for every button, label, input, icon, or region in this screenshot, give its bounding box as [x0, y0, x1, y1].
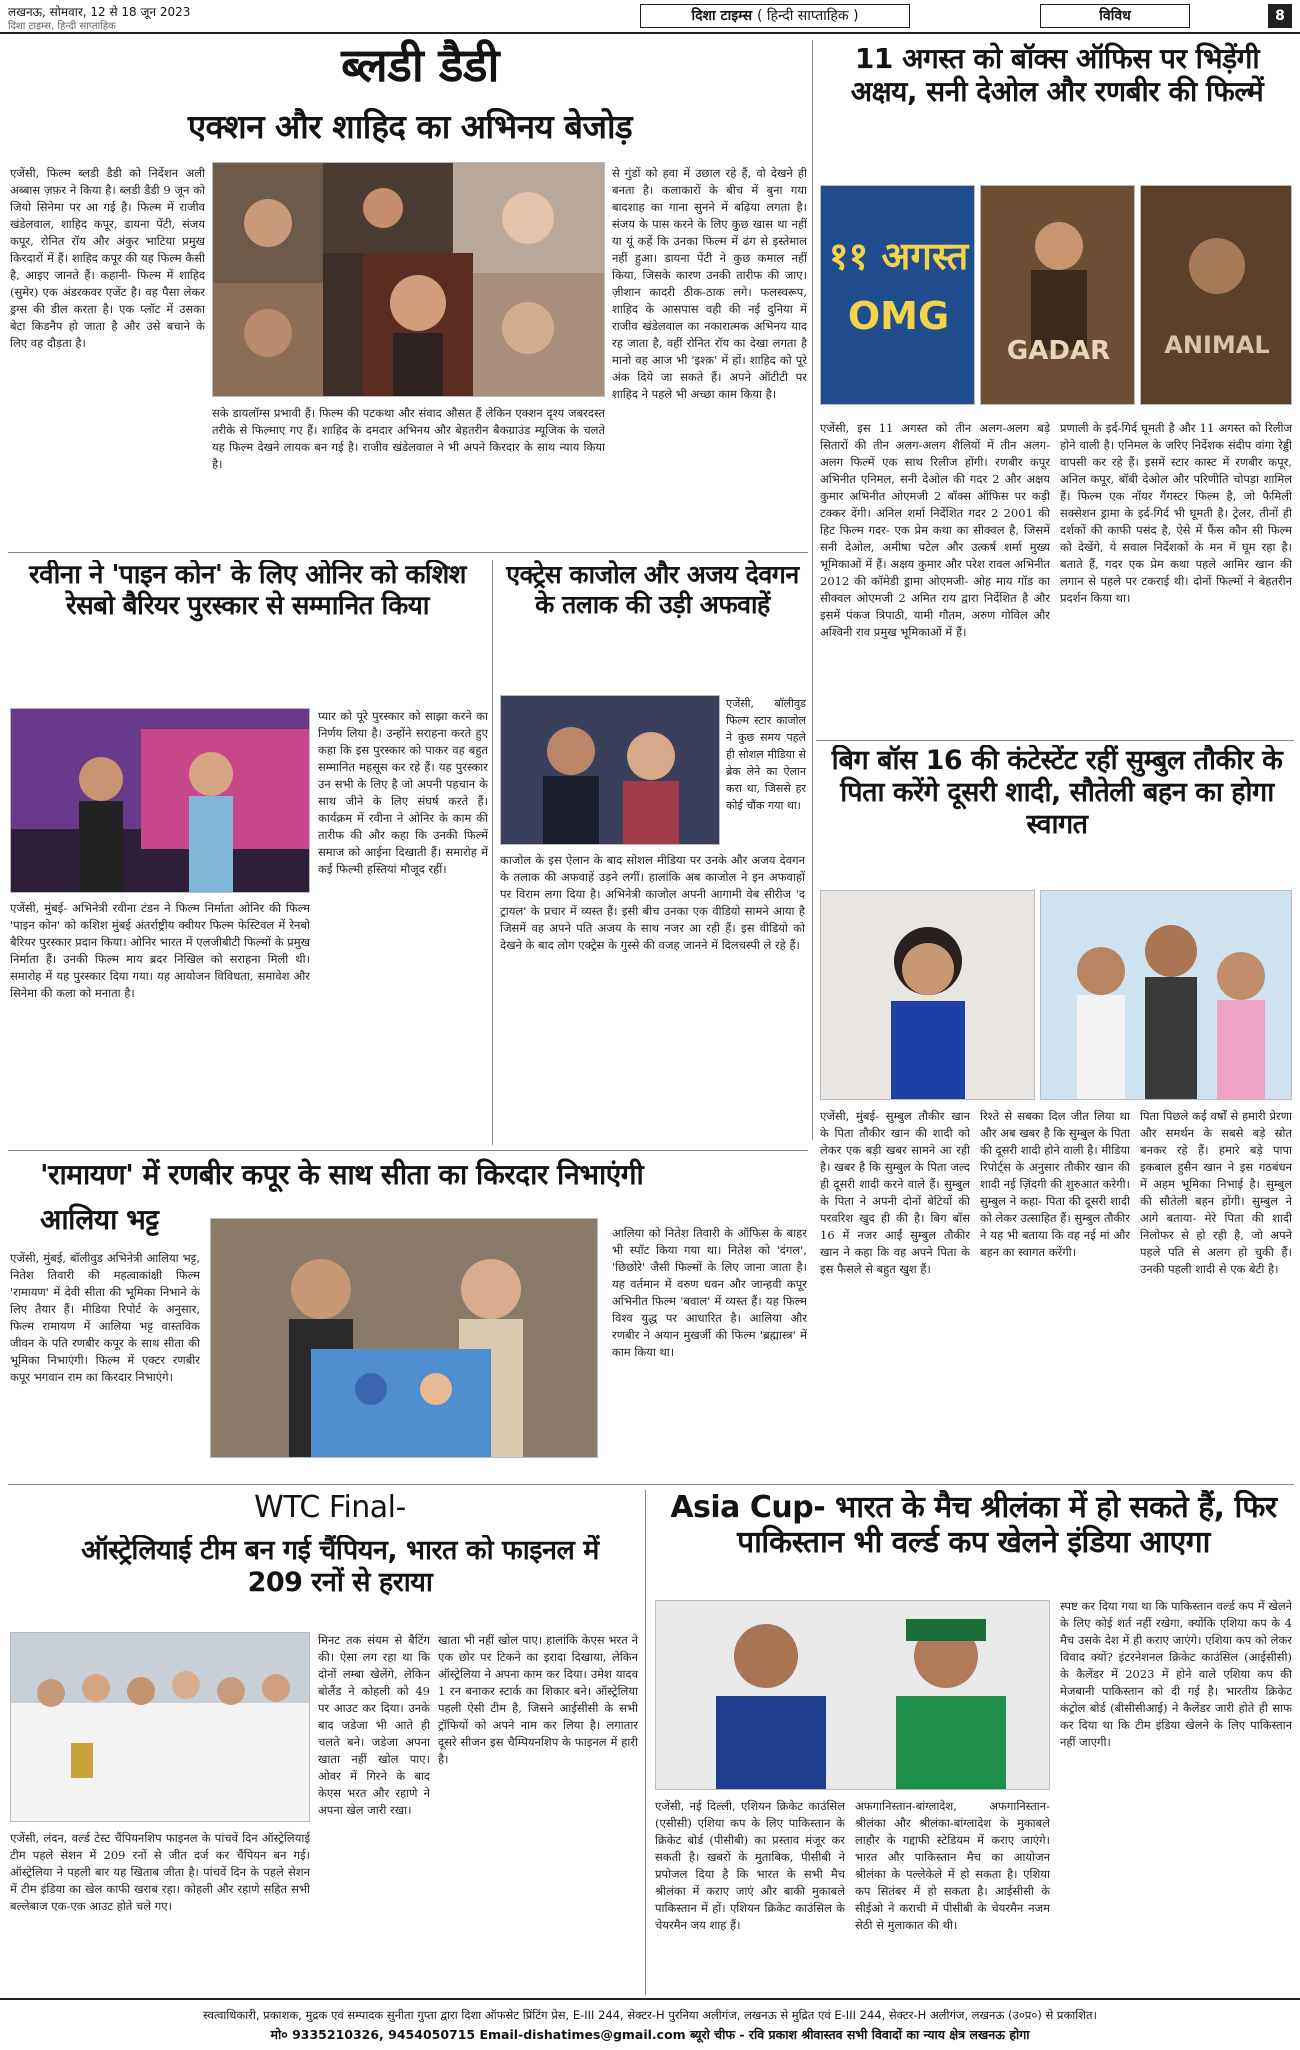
asia-cup-col2: अफगानिस्तान-बांग्लादेश, अफगानिस्तान-श्रीलंका और श्रीलंका-बांग्लादेश के मुकाबले लाहौर के गद्दाफी स्टेडियम में कराए जाएंगे। भारत और पाकिस्तान मैच का आयोजन श्रीलंका के पल्लेकेले में हो सकता है। एशिया कप सितंबर में हो सकता है। आईसीसी के सीईओ ने कराची में पीसीबी के चेयरमैन नजम सेठी से मुलाकात की थी। [855, 1799, 1050, 1932]
raveena-col2: प्यार को पूरे पुरस्कार को साझा करने का निर्णय लिया है। उन्होंने सराहना करते हुए कहा कि इस पुरस्कार को पाकर वह बहुत सम्मानित महसूस कर रहे हैं। यह पुरस्कार उन सभी के लिए है जो अपनी पहचान के साथ जीने के लिए संघर्ष करते हैं। कार्यक्रम में रवीना ने ओनिर के काम की तारीफ की और कहा कि उनकी फिल्में समाज को आईना दिखाती हैं। समारोह में कई फिल्मी हस्तियां मौजूद रहीं। [318, 709, 488, 876]
wtc-title: ऑस्ट्रेलियाई टीम बन गई चैंपियन, भारत को फाइनल में 209 रनों से हराया [81, 1535, 599, 1598]
paper-name: दिशा टाइम्स [691, 8, 753, 24]
bloody-daddy-collage [212, 162, 605, 397]
bloody-daddy-collage-art [213, 163, 605, 397]
page-number: 8 [1268, 4, 1292, 28]
poster-gadar-text: GADAR [1006, 336, 1111, 366]
raveena-photo-art [11, 709, 310, 893]
bloody-daddy-subtitle: एक्शन और शाहिद का अभिनय बेजोड़ [187, 108, 633, 146]
masthead-subline: दिशा टाइम्स, हिन्दी साप्ताहिक [8, 21, 116, 32]
wtc-photo [10, 1632, 310, 1822]
sumbul-photo-2-art [1041, 891, 1292, 1100]
kajol-title: एक्ट्रेस काजोल और अजय देवगन के तलाक की उड़ी अफवाहें [506, 560, 799, 619]
paper-type: ( हिन्दी साप्ताहिक ) [756, 8, 859, 24]
sumbul-photo-1 [820, 890, 1035, 1100]
section-label: विविध [1040, 4, 1190, 28]
ramayan-photo-art [211, 1219, 598, 1458]
kajol-photo [500, 695, 720, 845]
kajol-photo-art [501, 696, 720, 845]
sumbul-col1: एजेंसी, मुंबई- सुम्बुल तौकीर खान के पिता तौकीर खान की शादी को लेकर एक बड़ी खबर सामने आ रही है। खबर है कि सुम्बुल के पिता जल्द ही दूसरी शादी करने वाले हैं। सुम्बुल के पिता ने अपनी दोनों बेटियों की परवरिश खुद ही की है। बिग बॉस 16 में नजर आईं सुम्बुल तौकीर खान ने कहा कि वह अपने पिता के इस फैसले से बहुत खुश हैं। [820, 1109, 970, 1276]
ramayan-title-line1: 'रामायण' में रणबीर कपूर के साथ सीता का किरदार निभाएंगी [40, 1158, 644, 1191]
bloody-daddy-col3: से गुंडों को हवा में उछाल रहे हैं, वो देखने ही बनता है। कलाकारों के बीच में बुना गया बादशाह का गाना सुनने में बढ़िया लगता है। संजय के पास करने के लिए कुछ खास था नहीं या यूं कहें कि उनका फिल्म में ढंग से इस्तेमाल नहीं हुआ। डायना पेंटी ने कुछ कमाल नहीं किया, जिसके कारण उनकी तारीफ की जाए। ज़ीशान कादरी ठीक-ठाक लगे। फलस्वरूप, शाहिद के आसपास वही की नई दुनिया में राजीव खंडेलवाल का नकारात्मक अभिनय याद रह जाता है, वहीं रोनित रॉय का देखा लगता है मानो वह आज भी 'इश्क़' में हों। शाहिद को पूरे अंक दिये जा सकते हैं। अपने ऑटीटी पर शाहिद ने पहले भी अच्छा काम किया है। [612, 166, 807, 401]
box-office-title: 11 अगस्त को बॉक्स ऑफिस पर भिड़ेंगी अक्षय, सनी देओल और रणबीर की फिल्में [850, 42, 1264, 109]
bloody-daddy-col2: सके डायलॉग्स प्रभावी हैं। फिल्म की पटकथा और संवाद औसत हैं लेकिन एक्शन दृश्य जबरदस्त तरीके से फिल्माए गए हैं। शाहिद के दमदार अभिनय और बेहतरीन बैकग्राउंड म्यूजिक के चलते यह फिल्म देखने लायक बन गई है। राजीव खंडेलवाल ने भी अपने किरदार के साथ न्याय किया है। [212, 406, 605, 471]
masthead-paper-box [640, 4, 910, 28]
sumbul-col3: पिता पिछले कई वर्षों से हमारी प्रेरणा और समर्थन के सबसे बड़े स्रोत बनकर रहे हैं। हमारे बड़े पापा इकबाल हुसैन खान ने इस गठबंधन में अहम भूमिका निभाई है। सुम्बुल की सौतेली बहन होंगी। सुम्बुल ने आगे बताया- मेरे पिता की शादी निलोफर से हो रही है, जो अपने पहले पति से अलग हो चुकी हैं। उनकी पहली शादी से एक बेटी है। [1140, 1109, 1292, 1276]
poster-omg-text: ११ अगस्त OMG [828, 234, 969, 338]
wtc-col1: एजेंसी, लंदन, वर्ल्ड टेस्ट चैंपियनशिप फाइनल के पांचवें दिन ऑस्ट्रेलियाई टीम पहले सेशन में 209 रनों से जीत दर्ज कर चैंपियन बन गई। ऑस्ट्रेलिया ने पहली बार यह खिताब जीता है। पांचवें दिन के पहले सेशन में टीम इंडिया का खेल काफी खराब रहा। कोहली और रहाणे सहित सभी बल्लेबाज एक-एक आउट होते चले गए। [10, 1831, 310, 1913]
poster-animal-text: ANIMAL [1164, 331, 1270, 359]
wtc-col2: मिनट तक संयम से बैटिंग की। ऐसा लग रहा था कि दोनों लम्बा खेलेंगे, लेकिन बोलैंड ने कोहली को 49 पर आउट कर दिया। उनके बाद जडेजा भी आते ही चलते बने। जडेजा अपना खाता नहीं खोल पाए। ओवर में गिरने के बाद केएस भरत और रहाणे ने अपना खेल जारी रखा। [318, 1633, 430, 1817]
asia-cup-col3: स्पष्ट कर दिया गया था कि पाकिस्तान वर्ल्ड कप में खेलने के लिए कोई शर्त नहीं रखेगा, क्योंकि एशिया कप के 4 मैच उसके देश में ही कराए जाएंगे। एशिया कप को लेकर विवाद क्यों? इंटरनेशनल क्रिकेट काउंसिल (आईसीसी) के कैलेंडर में 2023 में होने वाले एशिया कप की मेजबानी पाकिस्तान को दी गई है। भारतीय क्रिकेट कंट्रोल बोर्ड (बीसीसीआई) ने कैलेंडर जारी होते ही साफ कर दिया था कि टीम इंडिया खेलने के लिए पाकिस्तान नहीं जाएगी। [1060, 1599, 1292, 1749]
footer [0, 1998, 1300, 2050]
poster-gadar-art [981, 186, 1135, 405]
bloody-daddy-col1: एजेंसी, फिल्म ब्लडी डैडी को निर्देशन अली अब्बास ज़फ़र ने किया है। ब्लडी डैडी 9 जून को जियो सिनेमा पर आ गई है। फिल्म में राजीव खंडेलवाल, शाहिद कपूर, डायना पेंटी, संजय कपूर, रोनित रॉय और अंकुर भाटिया प्रमुख किरदारों में हैं। शाहिद कपूर की यह फिल्म कैसी है, आइए जानते हैं। कहानी- फिल्म में शाहिद (सुमेर) एक अंडरकवर एजेंट है। वह पैसा लेकर ड्रग्स की डील करता है। एक प्लॉट में उसका बेटा किडनैप हो जाता है और उसे बचाने के लिए वह दौड़ता है। [10, 166, 205, 350]
ramayan-col2: आलिया को नितेश तिवारी के ऑफिस के बाहर भी स्पॉट किया गया था। नितेश को 'दंगल', 'छिछोरे' जैसी फिल्मों के लिए जाना जाता है। यह वर्तमान में वरुण धवन और जान्हवी कपूर अभिनीत फिल्म 'बवाल' में व्यस्त हैं। यह फिल्म विश्व युद्ध पर आधारित है। आलिया और रणबीर ने अयान मुखर्जी की फिल्म 'ब्रह्मास्त्र' में काम किया था। [612, 1226, 807, 1359]
asia-cup-photo [655, 1600, 1050, 1790]
row-divider [8, 1150, 808, 1151]
footer-line2: मो० 9335210326, 9454050715 Email-dishatimes@gmail.com ब्यूरो चीफ - रवि प्रकाश श्रीवास्तव सभी विवादों का न्याय क्षेत्र लखनऊ होगा [270, 2027, 1030, 2042]
footer-line1: स्वत्वाधिकारी, प्रकाशक, मुद्रक एवं सम्पादक सुनीता गुप्ता द्वारा दिशा ऑफसेट प्रिंटिंग प्रेस, E-III 244, सेक्टर-H पुरनिया अलीगंज, लखनऊ से मुद्रित एवं E-III 244, सेक्टर-H अलीगंज, लखनऊ (उ०प्र०) से प्रकाशित। [203, 2008, 1097, 2022]
poster-animal [1140, 185, 1292, 405]
row-divider [8, 1484, 1294, 1485]
ramayan-col1: एजेंसी, मुंबई, बॉलीवुड अभिनेत्री आलिया भट्ट, नितेश तिवारी की महत्वाकांक्षी फिल्म 'रामायण' में देवी सीता की भूमिका निभाने के लिए तैयार हैं। मीडिया रिपोर्ट के अनुसार, फिल्म रामायण में आलिया भट्ट वास्तविक जीवन के पति रणबीर कपूर के साथ सीता की भूमिका निभाएंगी। फिल्म में एक्टर रणबीर कपूर भगवान राम का किरदार निभाएंगे। [10, 1251, 200, 1384]
raveena-col1: एजेंसी, मुंबई- अभिनेत्री रवीना टंडन ने फिल्म निर्माता ओनिर की फिल्म 'पाइन कोन' को कशिश मुंबई अंतर्राष्ट्रीय क्वीयर फिल्म फेस्टिवल में रेनबो बैरियर पुरस्कार प्रदान किया। ओनिर भारत में एलजीबीटी फिल्मों के प्रमुख निर्माता हैं। उनकी फिल्म माय ब्रदर निखिल को सराहना मिली थी। समारोह में यह पुरस्कार दिया गया। यह आयोजन विविधता, समावेश और सिनेमा की कला को मनाता है। [10, 901, 310, 1000]
row-divider [8, 552, 808, 553]
kajol-col2: काजोल के इस ऐलान के बाद सोशल मीडिया पर उनके और अजय देवगन के तलाक की अफवाहें उड़ने लगीं। हालांकि अब काजोल ने इन अफवाहों पर विराम लगा दिया है। अभिनेत्री काजोल अपनी आगामी वेब सीरीज 'द ट्रायल' के प्रचार में व्यस्त हैं। इसी बीच उनका एक वीडियो सामने आया है जिसमें वह अपने पति अजय के साथ नजर आ रही हैं। इस वीडियो को देखने के बाद लोग एक्ट्रेस के गुस्से की वजह जानने में दिलचस्पी ले रहे हैं। [500, 853, 805, 952]
asia-cup-photo-art [656, 1601, 1050, 1790]
masthead-bar [0, 0, 1300, 34]
raveena-photo [10, 708, 310, 893]
col-divider [492, 560, 493, 1145]
masthead-date: लखनऊ, सोमवार, 12 से 18 जून 2023 [8, 5, 191, 19]
ramayan-title-line2: आलिया भट्ट [40, 1203, 159, 1236]
raveena-title: रवीना ने 'पाइन कोन' के लिए ओनिर को कशिश रेसबो बैरियर पुरस्कार से सम्मानित किया [29, 560, 466, 621]
box-office-col2: प्रणाली के इर्द-गिर्द घूमती है और 11 अगस्त को रिलीज होने वाली है। एनिमल के जरिए निर्देशक संदीप वांगा रेड्डी वापसी कर रहे हैं। इसमें स्टार कास्ट में रणबीर कपूर, अनिल कपूर, बॉबी देओल और परिणीति चोपड़ा शामिल हैं। फिल्म एक नॉयर गैंगस्टर फिल्म है, जो फैमिली सक्सेशन ड्रामा के इर्द-गिर्द भी घूमती है। ट्रेलर, तीनों ही दर्शकों की काफी पसंद है, ऐसे में फैंस कौन सी फिल्म को देखेंगे, ये सवाल निर्देशकों के मन में घूम रहा है। बताते हैं, गदर एक प्रेम कथा पहले आमिर खान की लगान से पहले पर टकराई थी। दोनों फिल्मों ने बेहतरीन प्रदर्शन किया था। [1060, 421, 1292, 605]
box-office-col1: एजेंसी, इस 11 अगस्त को तीन अलग-अलग बड़े सितारों की तीन अलग-अलग शैलियों में तीन अलग-अलग फिल्में एक साथ रिलीज होंगी। रणबीर कपूर अभिनीत एनिमल, सनी देओल की गदर 2 और अक्षय कुमार अभिनीत ओएमजी 2 बॉक्स ऑफिस पर कड़ी टक्कर देंगी। अनिल शर्मा निर्देशित गदर 2 2001 की हिट फिल्म गदर- एक प्रेम कथा का सीक्वल है, जिसमें सनी देओल, अमीषा पटेल और उत्कर्ष शर्मा मुख्य भूमिकाओं में हैं। अक्षय कुमार और परेश रावल अभिनीत 2012 की कॉमेडी ड्रामा ओएमजी- ओह माय गॉड का सीक्वल ओएमजी 2 अमित राय द्वारा निर्देशित है और इसमें पंकज त्रिपाठी, यामी गौतम, अरुण गोविल और अश्विनी राव प्रमुख भूमिकाओं में हैं। [820, 421, 1050, 639]
sumbul-photo-2 [1040, 890, 1292, 1100]
col-divider [645, 1490, 646, 1995]
row-divider [816, 740, 1294, 741]
wtc-photo-art [11, 1633, 310, 1822]
ramayan-photo [210, 1218, 598, 1458]
bloody-daddy-title: ब्लडी डैडी [341, 38, 499, 92]
wtc-kicker: WTC Final- [254, 1490, 406, 1525]
sumbul-title: बिग बॉस 16 की कंटेस्टेंट रहीं सुम्बुल तौकीर के पिता करेंगे दूसरी शादी, सौतेली बहन का होगा स्वागत [831, 745, 1283, 840]
asia-cup-title: Asia Cup- भारत के मैच श्रीलंका में हो सकते हैं, फिर पाकिस्तान भी वर्ल्ड कप खेलने इंडिया आएगा [670, 1490, 1277, 1561]
sumbul-photo-1-art [821, 891, 1035, 1100]
col-divider [812, 40, 813, 1140]
poster-omg [820, 185, 975, 405]
poster-animal-art [1141, 186, 1292, 405]
wtc-col3: खाता भी नहीं खोल पाए। हालांकि केएस भरत ने एक छोर पर टिकने का इरादा दिखाया, लेकिन ऑस्ट्रेलिया ने अपना काम कर दिया। उमेश यादव 1 रन बनाकर स्टार्क का शिकार बने। ऑस्ट्रेलिया पहली ऐसी टीम है, जिसने आईसीसी के सभी ट्रॉफियों को अपने नाम कर लिया है। लगातार दूसरे सीजन इस चैम्पियनशिप के फाइनल में हारी है। [438, 1633, 638, 1766]
sumbul-col2: रिश्ते से सबका दिल जीत लिया था और अब खबर है कि सुम्बुल के पिता की दूसरी शादी होने वाली है। मीडिया रिपोर्ट्स के अनुसार तौकीर खान की शादी नई ज़िंदगी की शुरुआत करेगी। सुम्बुल ने कहा- पिता की दूसरी शादी को लेकर उत्साहित हैं। सुम्बुल तौकीर ने यह भी बताया कि वह नई मां और बहन का स्वागत करेंगी। [980, 1109, 1130, 1259]
poster-gadar [980, 185, 1135, 405]
kajol-col1: एजेंसी, बॉलीवुड फिल्म स्टार काजोल ने कुछ समय पहले ही सोशल मीडिया से ब्रेक लेने का ऐलान करा था, जिससे हर कोई चौंक गया था। [726, 697, 806, 812]
asia-cup-col1: एजेंसी, नई दिल्ली, एशियन क्रिकेट काउंसिल (एसीसी) एशिया कप के लिए पाकिस्तान के क्रिकेट बोर्ड (पीसीबी) का प्रस्ताव मंजूर कर सकती है। खबरों के मुताबिक, पीसीबी ने प्रपोजल दिया है कि भारत के सभी मैच श्रीलंका में कराए जाएं और बाकी मुकाबले पाकिस्तान में हों। एशियन क्रिकेट काउंसिल के चेयरमैन जय शाह हैं। [655, 1799, 845, 1932]
